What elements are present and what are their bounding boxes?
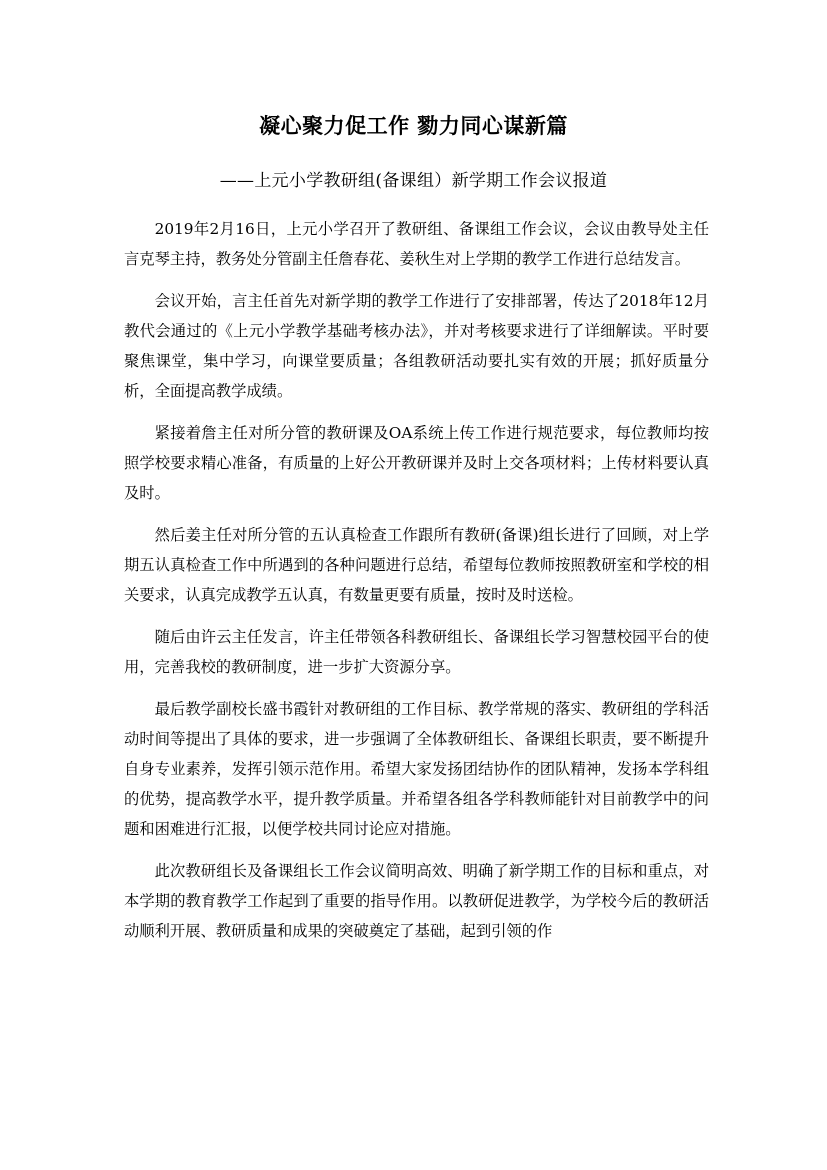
article-body xyxy=(124,214,709,958)
paragraph-6: 最后教学副校长盛书霞针对教研组的工作目标、教学常规的落实、教研组的学科活动时间等提出了具体的要求，进一步强调了全体教研组长、备课组长职责，要不断提升自身专业素养，发挥引领示范作用。希望大家发扬团结协作的团队精神，发扬本学科组的优势，提高教学水平，提升教学质量。并希望各组各学科教师能针对目前教学中的问题和困难进行汇报，以便学校共同讨论应对措施。 xyxy=(124,700,709,838)
paragraph-3: 紧接着詹主任对所分管的教研课及OA系统上传工作进行规范要求，每位教师均按照学校要求精心准备，有质量的上好公开教研课并及时上交各项材料；上传材料要认真及时。 xyxy=(124,424,709,502)
paragraph-7: 此次教研组长及备课组长工作会议简明高效、明确了新学期工作的目标和重点，对本学期的教育教学工作起到了重要的指导作用。以教研促进教学，为学校今后的教研活动顺利开展、教研质量和成果的突破奠定了基础，起到引领的作 xyxy=(124,862,709,940)
paragraph-4: 然后姜主任对所分管的五认真检查工作跟所有教研(备课)组长进行了回顾，对上学期五认真检查工作中所遇到的各种问题进行总结，希望每位教师按照教研室和学校的相关要求，认真完成教学五认真，有数量更要有质量，按时及时送检。 xyxy=(124,526,709,604)
paragraph-2: 会议开始，言主任首先对新学期的教学工作进行了安排部署，传达了2018年12月教代会通过的《上元小学教学基础考核办法》，并对考核要求进行了详细解读。平时要聚焦课堂，集中学习，向课堂要质量；各组教研活动要扎实有效的开展；抓好质量分析，全面提高教学成绩。 xyxy=(124,292,709,400)
page-title: 凝心聚力促工作 勠力同心谋新篇 xyxy=(259,114,568,138)
paragraph-1: 2019年2月16日，上元小学召开了教研组、备课组工作会议，会议由教导处主任言克琴主持，教务处分管副主任詹春花、姜秋生对上学期的教学工作进行总结发言。 xyxy=(124,220,709,268)
paragraph-5: 随后由许云主任发言，许主任带领各科教研组长、备课组长学习智慧校园平台的使用，完善我校的教研制度，进一步扩大资源分享。 xyxy=(124,628,709,676)
page-subtitle: ——上元小学教研组(备课组）新学期工作会议报道 xyxy=(219,171,608,191)
